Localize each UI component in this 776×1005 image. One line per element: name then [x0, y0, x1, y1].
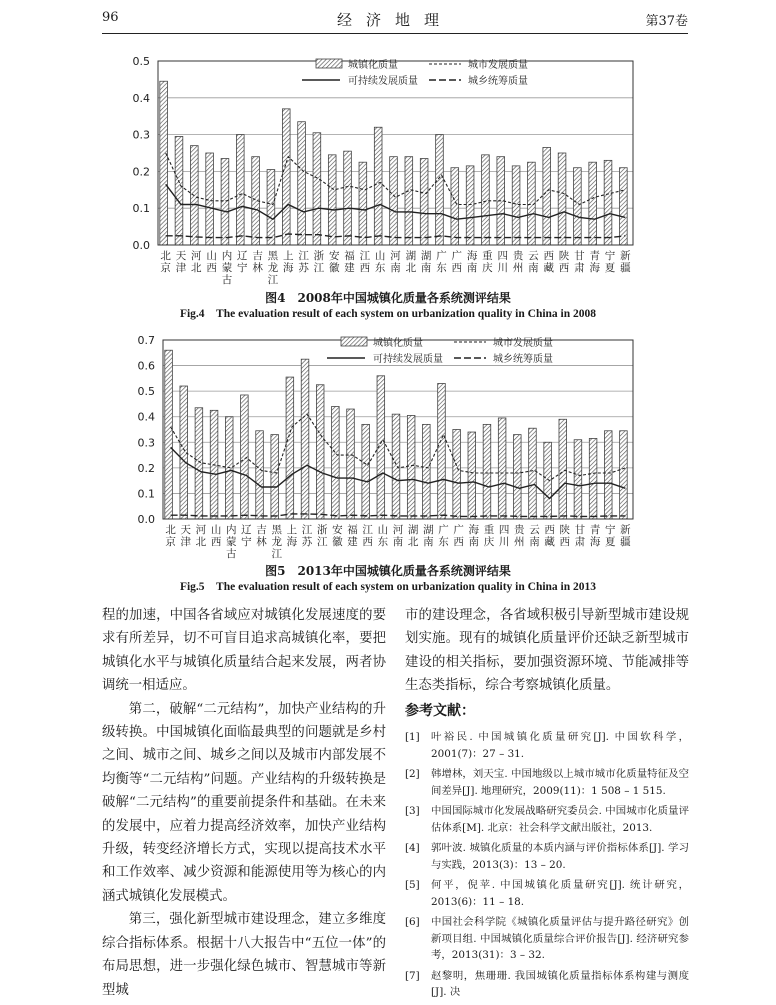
x-tick-label: 云 — [528, 250, 539, 262]
x-tick-label: 京 — [165, 536, 176, 548]
x-tick-label: 江 — [271, 548, 282, 560]
figure-4-caption-en: Fig.4 The evaluation result of each system on urbanization quality in China in 2008 — [179, 308, 597, 320]
reference-text: 韩增林，刘天宝. 中国地级以上城市城市化质量特征及空间差异[J]. 地理研究，2009(11)：1 508 – 1 515. — [431, 768, 689, 797]
bar — [574, 168, 582, 245]
legend-label: 可持续发展质量 — [348, 76, 418, 87]
x-tick-label: 西 — [451, 262, 463, 274]
bar — [165, 350, 173, 519]
x-tick-label: 河 — [390, 250, 401, 262]
x-tick-label: 江 — [359, 250, 371, 262]
x-tick-label: 北 — [405, 262, 417, 274]
x-tick-label: 广 — [453, 524, 464, 536]
x-tick-label: 海 — [282, 262, 294, 274]
x-tick-label: 藏 — [544, 536, 555, 548]
x-tick-label: 北 — [191, 262, 202, 274]
y-tick-label: 0.7 — [137, 334, 155, 347]
x-tick-label: 辽 — [237, 250, 248, 262]
bar — [206, 153, 214, 245]
x-tick-label: 广 — [451, 250, 463, 262]
y-tick-label: 0.5 — [132, 55, 150, 68]
page-header — [102, 6, 688, 34]
bar — [362, 424, 370, 519]
reference-number: [5] — [405, 879, 420, 892]
x-tick-label: 北 — [407, 536, 419, 548]
x-tick-label: 南 — [528, 262, 539, 274]
bar — [282, 109, 290, 245]
bar — [195, 408, 203, 519]
reference-text: 中国国际城市化发展战略研究委员会. 中国城市化质量评估体系[M]. 北京：社会科学文献出版社，2013. — [431, 805, 689, 834]
reference-text: 郭叶波. 城镇化质量的本质内涵与评价指标体系[J]. 学习与实践，2013(3)：13 – 20. — [431, 842, 689, 871]
x-tick-label: 新 — [620, 250, 631, 262]
y-tick-label: 0.0 — [132, 239, 150, 252]
bar — [298, 122, 306, 245]
x-tick-label: 云 — [529, 524, 540, 536]
bar — [316, 385, 324, 519]
x-tick-label: 海 — [589, 262, 600, 274]
y-tick-label: 0.2 — [132, 165, 150, 179]
x-tick-label: 安 — [332, 524, 343, 536]
x-tick-label: 西 — [210, 536, 222, 548]
x-tick-label: 龙 — [267, 262, 279, 274]
bar — [451, 168, 459, 245]
x-tick-label: 宁 — [605, 524, 616, 536]
x-tick-label: 新 — [620, 524, 631, 536]
reference-text: 何平，倪苹. 中国城镇化质量研究[J]. 统计研究，2013(6)：11 – 18. — [431, 879, 689, 908]
x-tick-label: 龙 — [271, 536, 282, 548]
x-tick-label: 福 — [347, 524, 358, 536]
x-tick-label: 古 — [221, 274, 233, 286]
y-tick-label: 0.3 — [137, 436, 155, 450]
bar — [436, 135, 444, 245]
x-tick-label: 内 — [221, 250, 233, 262]
x-tick-label: 疆 — [620, 262, 631, 274]
legend-bar-swatch — [316, 59, 342, 68]
bar — [271, 435, 279, 519]
x-tick-label: 南 — [392, 536, 404, 548]
x-tick-label: 上 — [286, 524, 298, 536]
bar — [589, 438, 597, 519]
x-tick-label: 海 — [468, 524, 480, 536]
legend-label: 可持续发展质量 — [373, 354, 443, 365]
figure-5-chart — [0, 330, 776, 570]
legend-label: 城市发展质量 — [468, 60, 528, 71]
bar — [453, 430, 461, 520]
x-tick-label: 徽 — [328, 262, 340, 274]
legend-label: 城乡统筹质量 — [493, 354, 553, 365]
paragraph-third-point-continued: 市的建设理念，各省域积极引导新型城市建设规划实施。现有的城镇化质量评价还缺乏新型城市建设的相关指标，要加强资源环境、节能减排等生态类指标，综合考察城镇化质量。 — [405, 608, 689, 694]
x-tick-label: 海 — [286, 536, 298, 548]
y-tick-label: 0.6 — [137, 359, 155, 373]
bar — [482, 155, 490, 245]
y-tick-label: 0.3 — [132, 128, 150, 142]
x-tick-label: 河 — [191, 250, 202, 262]
x-tick-label: 贵 — [514, 524, 525, 536]
x-tick-label: 川 — [497, 262, 509, 274]
x-tick-label: 林 — [256, 536, 267, 548]
x-tick-label: 贵 — [512, 250, 524, 262]
x-tick-label: 疆 — [620, 536, 631, 548]
x-tick-label: 宁 — [604, 250, 616, 262]
bar — [236, 135, 244, 245]
bar — [620, 431, 628, 519]
x-tick-label: 东 — [377, 536, 389, 548]
x-tick-label: 津 — [180, 536, 191, 548]
x-tick-label: 宁 — [237, 262, 248, 274]
x-tick-label: 浙 — [316, 524, 328, 536]
bar — [332, 406, 340, 519]
x-tick-label: 南 — [423, 536, 434, 548]
bar — [347, 409, 355, 519]
x-tick-label: 肃 — [574, 536, 586, 548]
x-tick-label: 山 — [210, 524, 222, 536]
page-number: 96 — [102, 10, 119, 25]
bar — [267, 170, 275, 245]
bar — [392, 414, 400, 519]
x-tick-label: 湖 — [405, 250, 417, 262]
x-tick-label: 藏 — [543, 262, 554, 274]
bar — [604, 160, 612, 245]
bar — [175, 136, 183, 245]
x-tick-label: 州 — [514, 536, 525, 548]
references-heading: 参考文献： — [405, 702, 475, 719]
reference-number: [4] — [405, 842, 420, 855]
legend-label: 城镇化质量 — [348, 60, 398, 71]
x-tick-label: 庆 — [482, 262, 493, 274]
reference-item — [405, 877, 689, 910]
x-tick-label: 津 — [175, 262, 187, 274]
x-tick-label: 山 — [374, 250, 386, 262]
reference-number: [1] — [405, 731, 420, 744]
x-tick-label: 南 — [529, 536, 540, 548]
x-tick-label: 四 — [498, 524, 510, 536]
reference-text: 叶裕民. 中国城镇化质量研究[J]. 中国软科学，2001(7)：27 – 31. — [431, 731, 689, 760]
x-tick-label: 江 — [298, 250, 309, 262]
bar — [301, 359, 309, 519]
legend-label: 城镇化质量 — [373, 338, 423, 349]
bar — [328, 155, 336, 245]
x-tick-label: 西 — [453, 536, 464, 548]
x-tick-label: 西 — [544, 524, 555, 536]
x-tick-label: 夏 — [604, 262, 616, 274]
x-tick-label: 浙 — [313, 250, 325, 262]
volume-label: 第37卷 — [645, 14, 688, 29]
journal-name: 经济地理 — [336, 11, 453, 29]
bar — [405, 157, 413, 245]
x-tick-label: 肃 — [574, 262, 585, 274]
x-tick-label: 江 — [313, 262, 325, 274]
x-tick-label: 甘 — [574, 524, 586, 536]
x-tick-label: 北 — [165, 524, 176, 536]
bar — [359, 162, 367, 245]
x-tick-label: 安 — [328, 250, 340, 262]
bar — [483, 424, 491, 519]
x-tick-label: 南 — [420, 262, 432, 274]
bar — [529, 428, 537, 519]
x-tick-label: 重 — [483, 524, 495, 536]
x-tick-label: 天 — [180, 524, 191, 536]
x-tick-label: 庆 — [483, 536, 495, 548]
x-tick-label: 江 — [362, 524, 373, 536]
x-tick-label: 蒙 — [221, 262, 233, 274]
x-tick-label: 西 — [543, 250, 554, 262]
x-tick-label: 海 — [466, 250, 478, 262]
x-tick-label: 宁 — [241, 536, 252, 548]
reference-item — [405, 840, 689, 873]
reference-text: 中国社会科学院《城镇化质量评估与提升路径研究》创新项目组. 中国城镇化质量综合评价报告[J]. 经济研究参考，2013(31)：3 – 32. — [431, 916, 689, 962]
bar — [390, 157, 398, 245]
bar — [241, 395, 249, 519]
figure-5-caption-zh: 图5 2013年中国城镇化质量各系统测评结果 — [265, 564, 511, 578]
x-tick-label: 建 — [344, 262, 355, 274]
reference-number: [6] — [405, 916, 420, 929]
bar — [604, 431, 612, 519]
x-tick-label: 南 — [466, 262, 478, 274]
x-tick-label: 北 — [195, 536, 207, 548]
bar — [221, 159, 229, 245]
x-tick-label: 东 — [438, 536, 449, 548]
x-tick-label: 湖 — [423, 524, 434, 536]
bar — [558, 153, 566, 245]
x-tick-label: 苏 — [298, 262, 309, 274]
y-tick-label: 0.0 — [137, 513, 155, 526]
y-tick-label: 0.4 — [137, 410, 155, 424]
reference-item — [405, 766, 689, 799]
x-tick-label: 吉 — [256, 524, 267, 536]
x-tick-label: 东 — [374, 262, 386, 274]
reference-item — [405, 729, 689, 762]
bar — [286, 377, 294, 519]
x-tick-label: 四 — [497, 250, 509, 262]
reference-text: 赵黎明，焦珊珊. 我国城镇化质量指标体系构建与测度[J]. 决 — [431, 969, 689, 999]
bar — [543, 147, 551, 245]
x-tick-label: 西 — [559, 536, 571, 548]
x-tick-label: 黑 — [267, 250, 279, 262]
x-tick-label: 河 — [195, 524, 207, 536]
x-tick-label: 青 — [589, 250, 600, 262]
x-tick-label: 西 — [206, 262, 217, 274]
x-tick-label: 吉 — [252, 250, 263, 262]
x-tick-label: 辽 — [241, 524, 252, 536]
y-tick-label: 0.1 — [132, 202, 150, 216]
reference-item — [405, 968, 689, 1001]
x-tick-label: 黑 — [271, 524, 282, 536]
x-tick-label: 江 — [301, 524, 313, 536]
x-tick-label: 古 — [225, 548, 237, 560]
x-tick-label: 海 — [589, 536, 601, 548]
x-tick-label: 京 — [160, 262, 171, 274]
legend-label: 城市发展质量 — [493, 338, 553, 349]
bar — [589, 162, 597, 245]
x-tick-label: 山 — [377, 524, 389, 536]
y-tick-label: 0.5 — [137, 385, 155, 399]
reference-item — [405, 803, 689, 836]
x-tick-label: 北 — [160, 250, 171, 262]
paragraph-third-point: 第三，强化新型城市建设理念，建立多维度综合指标体系。根据十八大报告中“五位一体”的布局思想，进一步强化绿色城市、智慧城市等新型城 — [102, 912, 386, 998]
x-tick-label: 南 — [468, 536, 480, 548]
bar — [620, 168, 628, 245]
x-tick-label: 建 — [347, 536, 358, 548]
x-tick-label: 南 — [390, 262, 401, 274]
reference-number: [7] — [405, 969, 420, 982]
bar — [574, 440, 582, 519]
x-tick-label: 山 — [206, 250, 217, 262]
x-tick-label: 湖 — [420, 250, 432, 262]
x-tick-label: 青 — [589, 524, 601, 536]
x-tick-label: 福 — [344, 250, 355, 262]
bar — [344, 151, 352, 245]
x-tick-label: 西 — [359, 262, 371, 274]
bar — [407, 415, 415, 519]
bar — [514, 435, 522, 519]
x-tick-label: 川 — [498, 536, 510, 548]
reference-number: [2] — [405, 768, 420, 781]
x-tick-label: 夏 — [605, 536, 616, 548]
x-tick-label: 西 — [558, 262, 570, 274]
bar — [466, 166, 474, 245]
body-left-column — [102, 604, 386, 1002]
bar — [423, 424, 431, 519]
bar — [420, 159, 428, 245]
x-tick-label: 西 — [362, 536, 373, 548]
y-tick-label: 0.2 — [137, 461, 155, 475]
bar — [374, 127, 382, 245]
x-tick-label: 徽 — [332, 536, 343, 548]
x-tick-label: 江 — [267, 274, 279, 286]
x-tick-label: 湖 — [407, 524, 419, 536]
figure-5-caption-en: Fig.5 The evaluation result of each system on urbanization quality in China in 2013 — [179, 581, 597, 593]
x-tick-label: 陕 — [558, 250, 570, 262]
references-list — [405, 729, 689, 1001]
bar — [160, 81, 168, 245]
bar — [256, 431, 264, 519]
x-tick-label: 苏 — [301, 536, 313, 548]
figure-4-caption-zh: 图4 2008年中国城镇化质量各系统测评结果 — [265, 291, 511, 305]
bar — [468, 432, 476, 519]
x-tick-label: 陕 — [559, 524, 571, 536]
bar — [498, 418, 506, 519]
x-tick-label: 重 — [482, 250, 493, 262]
x-tick-label: 甘 — [574, 250, 585, 262]
x-tick-label: 东 — [436, 262, 447, 274]
x-tick-label: 州 — [512, 262, 524, 274]
x-tick-label: 上 — [282, 250, 294, 262]
paragraph-continued: 程的加速，中国各省域应对城镇化发展速度的要求有所差异，切不可盲目追求高城镇化率，要把城镇化水平与城镇化质量结合起来发展，两者协调统一相适应。 — [102, 608, 386, 694]
y-tick-label: 0.4 — [132, 91, 150, 105]
legend-label: 城乡统筹质量 — [468, 76, 528, 87]
x-tick-label: 河 — [392, 524, 404, 536]
x-tick-label: 广 — [436, 250, 447, 262]
legend-bar-swatch — [341, 337, 367, 346]
x-tick-label: 林 — [252, 262, 263, 274]
y-tick-label: 0.1 — [137, 487, 155, 501]
x-tick-label: 广 — [438, 524, 449, 536]
bar — [438, 383, 446, 519]
x-tick-label: 江 — [316, 536, 328, 548]
reference-number: [3] — [405, 805, 420, 818]
body-right-column — [405, 604, 689, 1005]
bar — [544, 442, 552, 519]
x-tick-label: 蒙 — [225, 536, 237, 548]
x-tick-label: 内 — [225, 524, 237, 536]
bar — [313, 133, 321, 245]
paragraph-second-point: 第二，破解“二元结构”，加快产业结构的升级转换。中国城镇化面临最典型的问题就是乡村之间、城市之间、城乡之间以及城市内部发展不均衡等“二元结构”问题。产业结构的升级转换是破解“二元结构”的重要前提条件和基础。在未来的发展中，应着力提高经济效率，加快产业结构升级，转变经济增长方式，实现以提高技术水平和工作效率、减少资源和能源使用等为核心的内涵式城镇化发展模式。 — [102, 701, 386, 904]
x-tick-label: 天 — [175, 250, 187, 262]
bar — [512, 166, 520, 245]
reference-item — [405, 914, 689, 964]
bar — [559, 419, 567, 519]
